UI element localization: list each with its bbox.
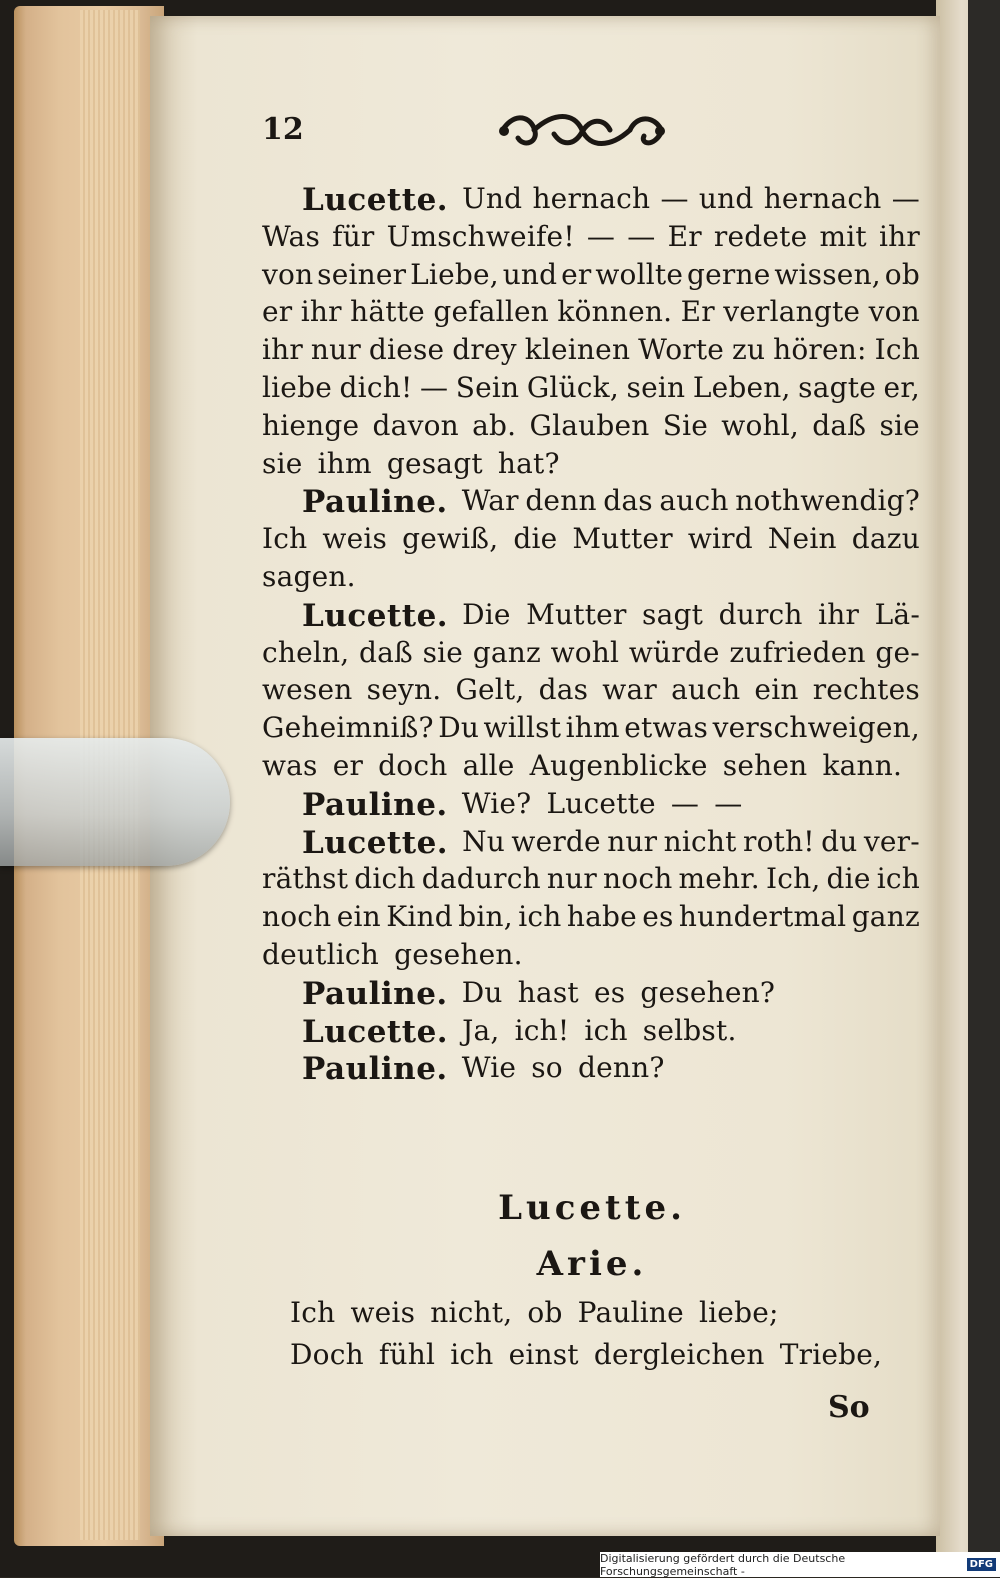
text-line xyxy=(302,182,920,218)
line-text: noch ein Kind bin, ich habe es hundertmal ganz xyxy=(262,900,920,933)
text-line xyxy=(302,598,920,634)
song-singer: Lucette. xyxy=(498,1188,686,1228)
text-line xyxy=(262,636,920,669)
speaker-name: Pauline. xyxy=(302,976,448,1012)
line-text: räthst dich dadurch nur noch mehr. Ich, die ich xyxy=(262,862,920,895)
line-text: hienge davon ab. Glauben Sie wohl, daß sie xyxy=(262,409,920,442)
song-title: Arie. xyxy=(536,1244,648,1284)
text-line xyxy=(302,787,920,823)
speaker-name: Pauline. xyxy=(302,787,448,823)
digitization-footer xyxy=(600,1552,1000,1577)
verse-line: Ich weis nicht, ob Pauline liebe; xyxy=(290,1296,779,1329)
line-text: liebe dich! — Sein Glück, sein Leben, sagte er, xyxy=(262,371,920,404)
line-text: ihr nur diese drey kleinen Worte zu hören: Ich xyxy=(262,333,920,366)
line-text: Die Mutter sagt durch ihr Lä- xyxy=(462,598,920,631)
text-line xyxy=(302,976,920,1012)
text-line xyxy=(262,900,920,933)
text-line xyxy=(262,447,920,480)
footer-text: Digitalisierung gefördert durch die Deutsche Forschungsgemeinschaft - xyxy=(600,1551,846,1578)
speaker-name: Lucette. xyxy=(302,182,449,218)
line-text: Nu werde nur nicht roth! du ver- xyxy=(462,825,920,858)
line-text: Du hast es gesehen? xyxy=(461,976,776,1009)
text-line xyxy=(262,220,920,253)
speaker-name: Lucette. xyxy=(302,825,449,861)
line-text: Und hernach — und hernach — xyxy=(462,182,920,215)
text-line xyxy=(262,749,920,782)
line-text: Wie? Lucette — — xyxy=(461,787,743,820)
ornament-vignette xyxy=(494,108,670,154)
text-line xyxy=(302,825,920,861)
text-line xyxy=(262,409,920,442)
speaker-name: Lucette. xyxy=(302,1014,449,1050)
line-text: er ihr hätte gefallen können. Er verlangte von xyxy=(262,295,920,328)
scan-margin-right xyxy=(968,0,1000,1560)
line-text: wesen seyn. Gelt, das war auch ein rechtes xyxy=(262,673,920,706)
line-text: sagen. xyxy=(262,560,356,593)
text-line xyxy=(262,673,920,706)
text-line xyxy=(262,862,920,895)
text-line xyxy=(262,371,920,404)
line-text: Geheimniß? Du willst ihm etwas verschweigen, xyxy=(262,711,920,744)
text-line xyxy=(262,938,920,971)
line-text: sie ihm gesagt hat? xyxy=(262,447,560,480)
speaker-name: Pauline. xyxy=(302,484,448,520)
line-text: Ja, ich! ich selbst. xyxy=(462,1014,737,1047)
line-text: Ich weis gewiß, die Mutter wird Nein dazu xyxy=(262,522,920,555)
text-line xyxy=(262,522,920,555)
text-line xyxy=(262,711,920,744)
line-text: Was für Umschweife! — — Er redete mit ihr xyxy=(262,220,920,253)
line-text: von seiner Liebe, und er wollte gerne wissen, ob xyxy=(262,258,920,291)
dfg-logo: DFG xyxy=(967,1558,996,1571)
text-line xyxy=(262,295,920,328)
speaker-name: Lucette. xyxy=(302,598,449,634)
text-line xyxy=(262,333,920,366)
line-text: Wie so denn? xyxy=(461,1051,665,1084)
text-line xyxy=(302,1014,920,1050)
line-text: deutlich gesehen. xyxy=(262,938,523,971)
text-line xyxy=(302,484,920,520)
text-line xyxy=(262,258,920,291)
page-holder-clip xyxy=(0,738,230,866)
catchword: So xyxy=(828,1390,870,1425)
line-text: was er doch alle Augenblicke sehen kann. xyxy=(262,749,903,782)
text-line xyxy=(262,560,920,593)
speaker-name: Pauline. xyxy=(302,1051,448,1087)
line-text: War denn das auch nothwendig? xyxy=(461,484,920,517)
page-number: 12 xyxy=(262,112,304,147)
text-line xyxy=(302,1051,920,1087)
line-text: cheln, daß sie ganz wohl würde zufrieden ge- xyxy=(262,636,920,669)
verse-line: Doch fühl ich einst dergleichen Triebe, xyxy=(290,1338,883,1371)
